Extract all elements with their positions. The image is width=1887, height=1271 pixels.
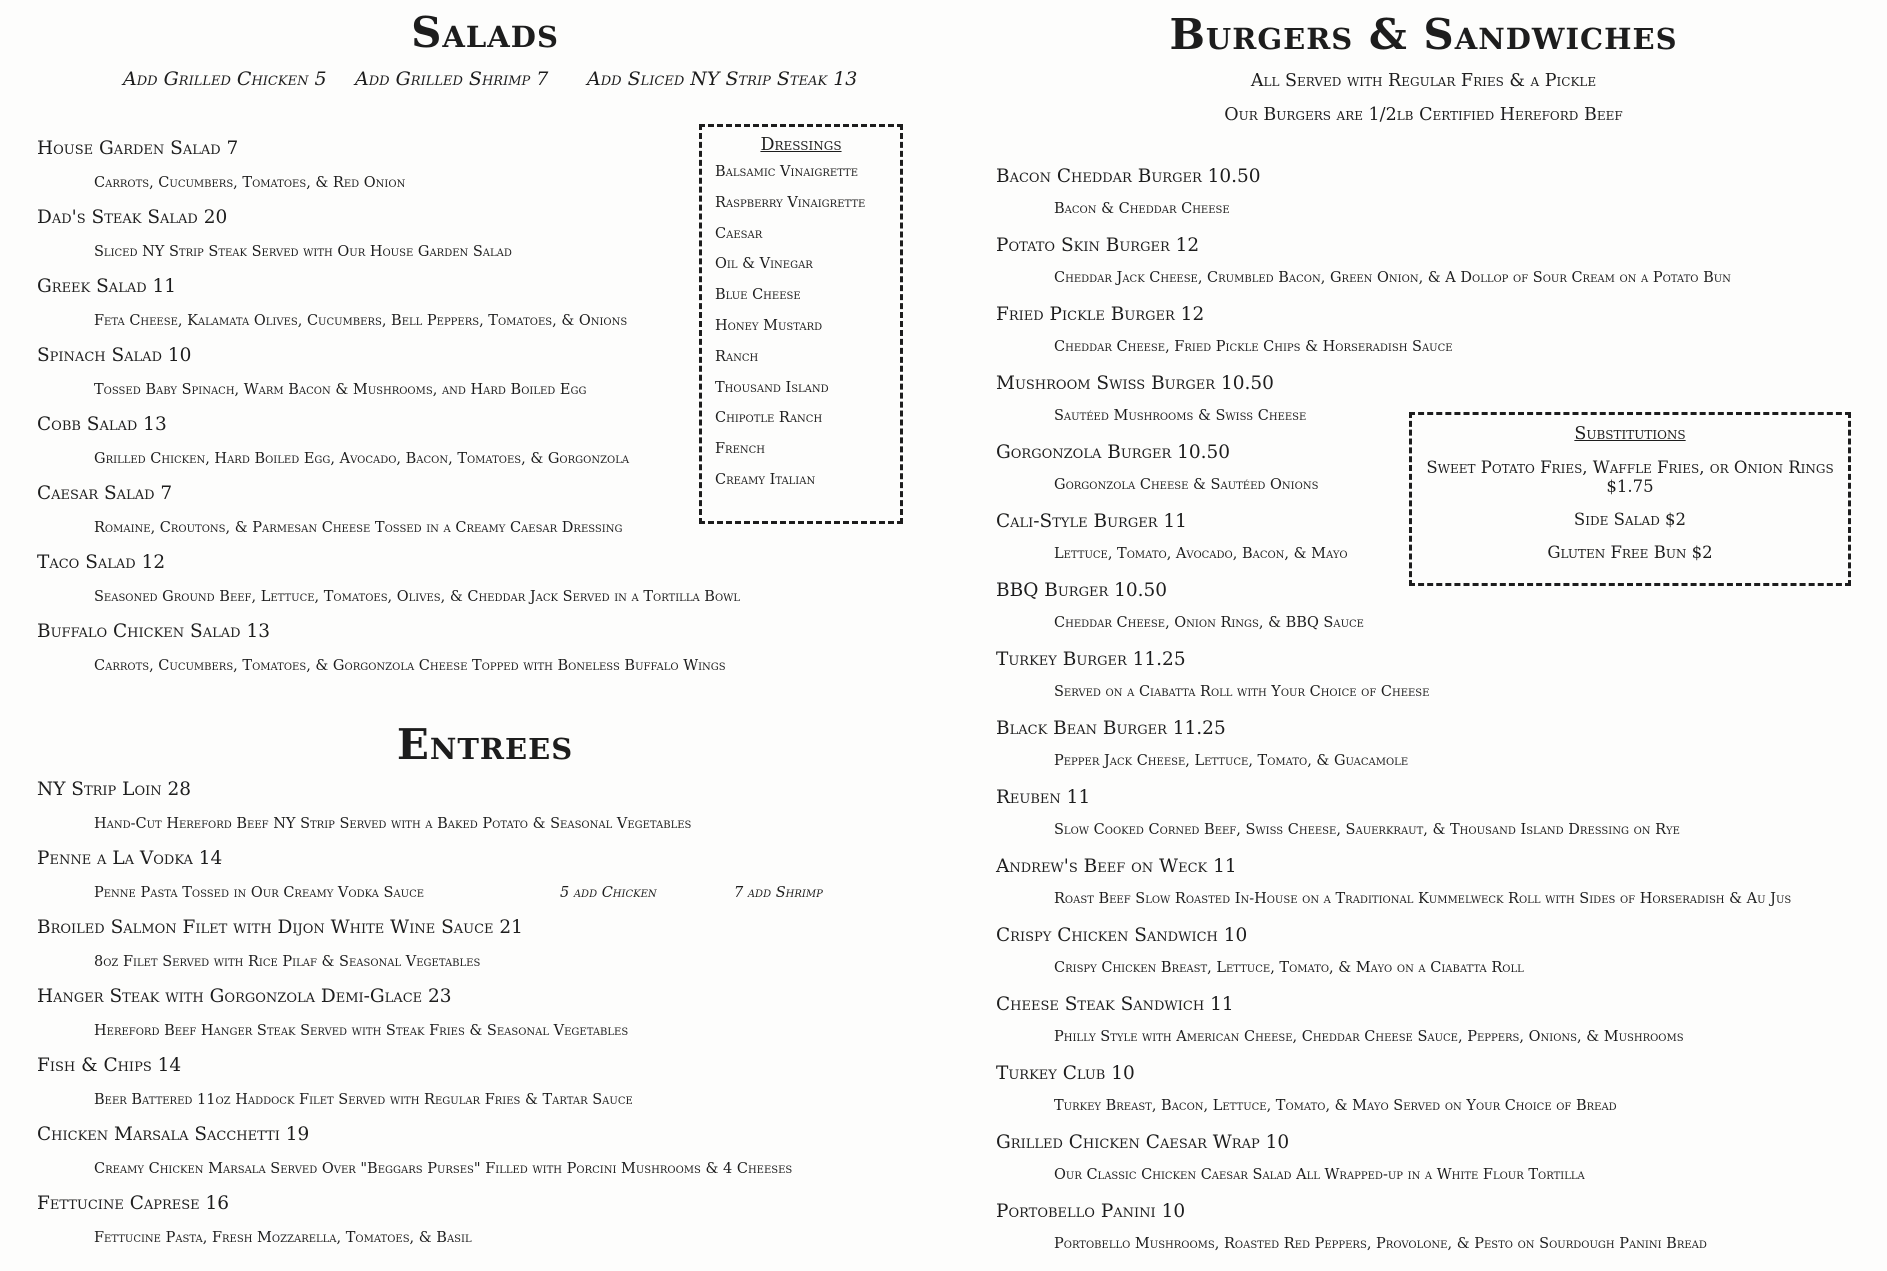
salad-addon-chicken: Add Grilled Chicken 5: [123, 68, 327, 90]
entree-desc: Creamy Chicken Marsala Served Over "Beggars Purses" Filled with Porcini Mushrooms & 4 Cheeses: [94, 1161, 793, 1177]
entree-desc: Hereford Beef Hanger Steak Served with Steak Fries & Seasonal Vegetables: [94, 1023, 629, 1039]
salad-name: Dad's Steak Salad 20: [37, 207, 228, 228]
entree-desc: Hand-Cut Hereford Beef NY Strip Served with a Baked Potato & Seasonal Vegetables: [94, 816, 692, 832]
dressing-item: Thousand Island: [715, 379, 829, 396]
burger-name: Gorgonzola Burger 10.50: [996, 442, 1231, 463]
burger-name: Reuben 11: [996, 787, 1091, 808]
burger-name: Mushroom Swiss Burger 10.50: [996, 373, 1274, 394]
entree-extra-shrimp: 7 add Shrimp: [734, 885, 823, 901]
burger-desc: Cheddar Jack Cheese, Crumbled Bacon, Green Onion, & A Dollop of Sour Cream on a Potato Bun: [1054, 270, 1731, 286]
salad-desc: Tossed Baby Spinach, Warm Bacon & Mushrooms, and Hard Boiled Egg: [94, 382, 587, 398]
salad-desc: Sliced NY Strip Steak Served with Our House Garden Salad: [94, 244, 512, 260]
burger-name: Andrew's Beef on Weck 11: [996, 856, 1237, 877]
salad-addon-shrimp: Add Grilled Shrimp 7: [355, 68, 549, 90]
burger-name: Turkey Burger 11.25: [996, 649, 1186, 670]
burgers-note-beef: Our Burgers are 1/2lb Certified Hereford Beef: [1224, 105, 1623, 125]
burger-name: BBQ Burger 10.50: [996, 580, 1168, 601]
burger-name: Potato Skin Burger 12: [996, 235, 1200, 256]
burger-desc: Slow Cooked Corned Beef, Swiss Cheese, Sauerkraut, & Thousand Island Dressing on Rye: [1054, 822, 1680, 838]
entrees-title: Entrees: [396, 720, 574, 769]
salad-name: Buffalo Chicken Salad 13: [37, 621, 270, 642]
entree-name: Penne a La Vodka 14: [37, 848, 223, 869]
burger-desc: Philly Style with American Cheese, Cheddar Cheese Sauce, Peppers, Onions, & Mushrooms: [1054, 1029, 1684, 1045]
salad-name: Cobb Salad 13: [37, 414, 167, 435]
entree-desc: 8oz Filet Served with Rice Pilaf & Seasonal Vegetables: [94, 954, 481, 970]
salad-desc: Feta Cheese, Kalamata Olives, Cucumbers, Bell Peppers, Tomatoes, & Onions: [94, 313, 628, 329]
burger-desc: Crispy Chicken Breast, Lettuce, Tomato, & Mayo on a Ciabatta Roll: [1054, 960, 1524, 976]
salad-name: House Garden Salad 7: [37, 138, 239, 159]
burger-desc: Lettuce, Tomato, Avocado, Bacon, & Mayo: [1054, 546, 1348, 562]
burger-name: Turkey Club 10: [996, 1063, 1135, 1084]
dressing-item: Honey Mustard: [715, 317, 823, 334]
substitution-fries-price: $1.75: [1606, 477, 1654, 496]
entree-desc: Fettucine Pasta, Fresh Mozzarella, Tomatoes, & Basil: [94, 1230, 472, 1246]
entree-extra-chicken: 5 add Chicken: [560, 885, 657, 901]
salad-name: Spinach Salad 10: [37, 345, 192, 366]
dressing-item: Chipotle Ranch: [715, 410, 823, 427]
burger-desc: Sautéed Mushrooms & Swiss Cheese: [1054, 408, 1307, 424]
dressing-item: Raspberry Vinaigrette: [715, 194, 866, 211]
burgers-title: Burgers & Sandwiches: [1169, 10, 1678, 59]
burger-desc: Gorgonzola Cheese & Sautéed Onions: [1054, 477, 1319, 493]
burger-name: Portobello Panini 10: [996, 1201, 1186, 1222]
salad-addon-steak: Add Sliced NY Strip Steak 13: [587, 68, 858, 90]
burger-desc: Our Classic Chicken Caesar Salad All Wrapped-up in a White Flour Tortilla: [1054, 1167, 1585, 1183]
salad-desc: Carrots, Cucumbers, Tomatoes, & Gorgonzola Cheese Topped with Boneless Buffalo Wings: [94, 658, 726, 674]
salads-title: Salads: [411, 8, 559, 57]
entree-name: NY Strip Loin 28: [37, 779, 192, 800]
burger-desc: Served on a Ciabatta Roll with Your Choice of Cheese: [1054, 684, 1430, 700]
dressing-item: Ranch: [715, 348, 759, 365]
burger-desc: Cheddar Cheese, Onion Rings, & BBQ Sauce: [1054, 615, 1364, 631]
burger-desc: Roast Beef Slow Roasted In-House on a Traditional Kummelweck Roll with Sides of Horseradish & Au Jus: [1054, 891, 1792, 907]
burgers-note-fries: All Served with Regular Fries & a Pickle: [1250, 71, 1597, 91]
dressing-item: Caesar: [715, 225, 763, 242]
burger-name: Bacon Cheddar Burger 10.50: [996, 166, 1261, 187]
salad-desc: Carrots, Cucumbers, Tomatoes, & Red Onion: [94, 175, 406, 191]
salad-name: Greek Salad 11: [37, 276, 177, 297]
burger-desc: Turkey Breast, Bacon, Lettuce, Tomato, & Mayo Served on Your Choice of Bread: [1054, 1098, 1617, 1114]
burger-desc: Cheddar Cheese, Fried Pickle Chips & Horseradish Sauce: [1054, 339, 1453, 355]
dressing-item: French: [715, 441, 766, 458]
substitutions-title: Substitutions: [1574, 424, 1686, 444]
dressing-item: Oil & Vinegar: [715, 256, 813, 273]
entree-desc: Penne Pasta Tossed in Our Creamy Vodka Sauce: [94, 885, 425, 901]
burger-name: Black Bean Burger 11.25: [996, 718, 1226, 739]
salad-desc: Seasoned Ground Beef, Lettuce, Tomatoes, Olives, & Cheddar Jack Served in a Tortilla Bowl: [94, 589, 741, 605]
entree-name: Chicken Marsala Sacchetti 19: [37, 1124, 310, 1145]
dressings-title: Dressings: [760, 135, 842, 155]
salad-desc: Romaine, Croutons, & Parmesan Cheese Tossed in a Creamy Caesar Dressing: [94, 520, 623, 536]
dressing-item: Creamy Italian: [715, 471, 816, 488]
substitution-fries-line: Sweet Potato Fries, Waffle Fries, or Onion Rings: [1426, 458, 1834, 477]
substitution-gluten-free-bun: Gluten Free Bun $2: [1547, 543, 1713, 562]
burger-name: Crispy Chicken Sandwich 10: [996, 925, 1248, 946]
burger-desc: Portobello Mushrooms, Roasted Red Peppers, Provolone, & Pesto on Sourdough Panini Bread: [1054, 1236, 1707, 1252]
burger-desc: Bacon & Cheddar Cheese: [1054, 201, 1230, 217]
dressings-box: [699, 124, 903, 524]
entree-name: Hanger Steak with Gorgonzola Demi-Glace 23: [37, 986, 452, 1007]
substitutions-box: [1409, 412, 1851, 586]
entree-name: Fettucine Caprese 16: [37, 1193, 230, 1214]
entree-name: Broiled Salmon Filet with Dijon White Wine Sauce 21: [37, 917, 523, 938]
burger-name: Fried Pickle Burger 12: [996, 304, 1205, 325]
salad-desc: Grilled Chicken, Hard Boiled Egg, Avocado, Bacon, Tomatoes, & Gorgonzola: [94, 451, 630, 467]
burger-name: Cali-Style Burger 11: [996, 511, 1187, 532]
burger-name: Cheese Steak Sandwich 11: [996, 994, 1234, 1015]
burger-desc: Pepper Jack Cheese, Lettuce, Tomato, & Guacamole: [1054, 753, 1409, 769]
burger-name: Grilled Chicken Caesar Wrap 10: [996, 1132, 1290, 1153]
entree-name: Fish & Chips 14: [37, 1055, 182, 1076]
dressing-item: Balsamic Vinaigrette: [715, 164, 859, 180]
dressing-item: Blue Cheese: [715, 287, 801, 304]
salad-name: Caesar Salad 7: [37, 483, 173, 504]
entree-desc: Beer Battered 11oz Haddock Filet Served with Regular Fries & Tartar Sauce: [94, 1092, 633, 1108]
substitution-side-salad: Side Salad $2: [1573, 510, 1687, 529]
salad-name: Taco Salad 12: [37, 552, 166, 573]
